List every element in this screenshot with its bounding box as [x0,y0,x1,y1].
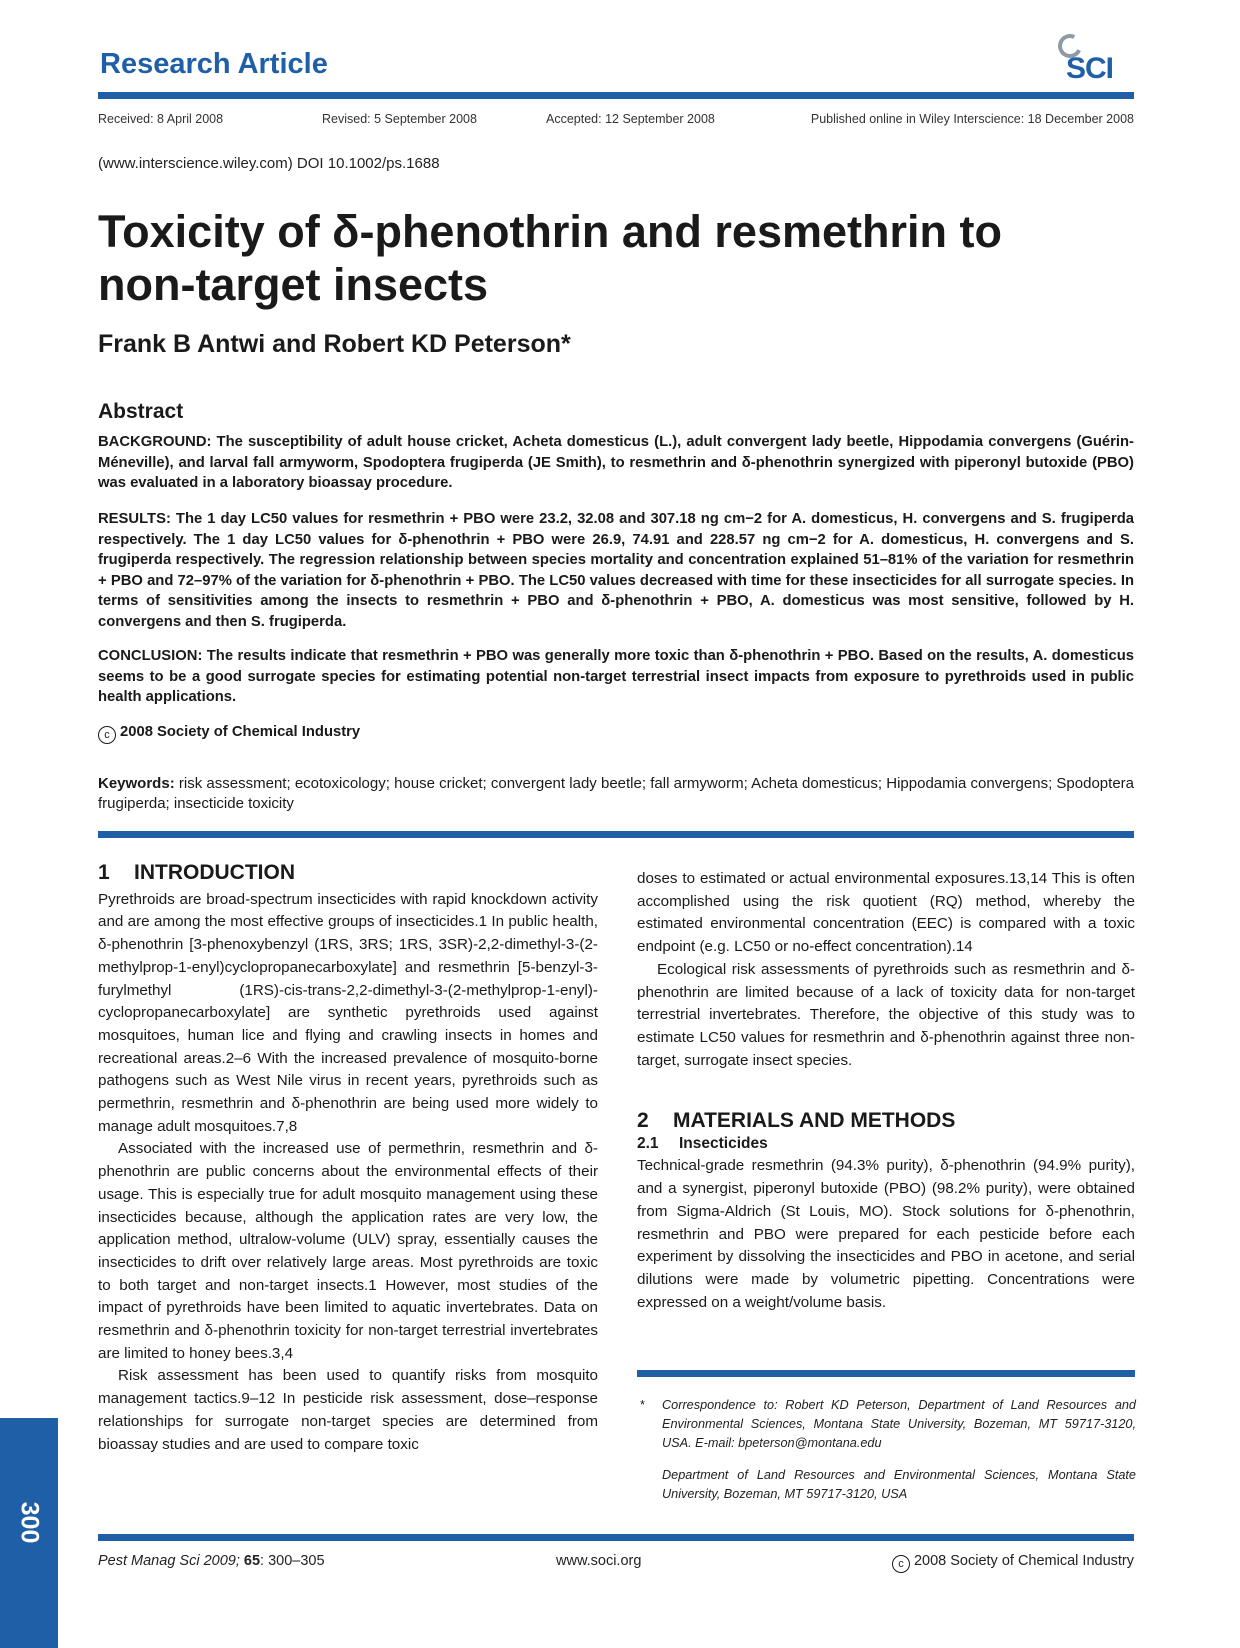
footer-copyright [892,1553,1134,1573]
copyright-icon: c [98,726,116,744]
published-date: Published online in Wiley Interscience: 18 December 2008 [810,112,1134,126]
doi: (www.interscience.wiley.com) DOI 10.1002/ps.1688 [98,155,440,172]
journal-pages: : 300–305 [260,1553,325,1569]
abstract-conclusion: CONCLUSION: The results indicate that resmethrin + PBO was generally more toxic than δ-phenothrin + PBO. Based on the results, A. domesticus seems to be a good surrogate species for estimating potential non-target terrestrial insect impacts from exposure to pyrethroids used in public health applications. [98,648,1134,705]
section-label: Research Article [100,48,328,80]
sci-logo [1052,28,1132,88]
copyright-icon: c [892,1555,910,1573]
intro-paragraph-3: Risk assessment has been used to quantify risks from mosquito management tactics.9–12 In pesticide risk assessment, dose–response relationships for surrogate non-target species are determined from bioassay studies and are used to compare toxic [98,1367,598,1453]
title-line-2: non-target insects [98,259,489,310]
intro-paragraph-5: Ecological risk assessments of pyrethroids such as resmethrin and δ-phenothrin are limited because of a lack of toxicity data for non-target terrestrial invertebrates. Therefore, the objective of this study was to estimate LC50 values for resmethrin and δ-phenothrin against three non-target, surrogate insect species. [637,960,1135,1069]
subsection-number: 2.1 [637,1134,659,1152]
intro-paragraph-4: doses to estimated or actual environmental exposures.13,14 This is often accomplished using the risk quotient (RQ) method, whereby the estimated environmental concentration (EEC) is compared with a toxic endpoint (e.g. LC50 or no-effect concentration).14 [637,870,1135,956]
subsection-heading-insecticides [637,1133,1135,1156]
abstract-copyright [98,724,360,744]
abstract-copyright-text: 2008 Society of Chemical Industry [120,724,361,740]
keywords-label: Keywords: [98,775,175,792]
right-column [637,868,1135,1072]
header-rule [98,92,1134,99]
journal-volume: 65 [243,1553,261,1569]
title-line-1: Toxicity of δ-phenothrin and resmethrin to [98,206,1002,257]
received-date: Received: 8 April 2008 [98,112,224,126]
section-number: 1 [98,861,110,884]
journal-citation [98,1553,325,1569]
authors: Frank B Antwi and Robert KD Peterson* [98,330,571,358]
intro-paragraph-1: Pyrethroids are broad-spectrum insecticides with rapid knockdown activity and are among the most effective groups of insecticides.1 In public health, δ-phenothrin [3-phenoxybenzyl (1RS, 3RS; 1RS, 3SR)-2,2-dimethyl-3-(2-methylprop-1-enyl)cyclopropanecarboxylate] and resmethrin [5-benzyl-3-furylmethyl (1RS)-cis-trans-2,2-dimethyl-3-(2-methylprop-1-enyl)-cyclopropanecarboxylate] are synthetic pyrethroids used against mosquitoes, human lice and flying and crawling insects in homes and recreational areas.2–6 With the increased prevalence of mosquito-borne pathogens such as West Nile virus in recent years, pyrethroids such as permethrin, resmethrin and δ-phenothrin are being used more widely to manage adult mosquitoes.7,8 [98,890,598,1135]
abstract-background: BACKGROUND: The susceptibility of adult house cricket, Acheta domesticus (L.), adult convergent lady beetle, Hippodamia convergens (Guérin-Méneville), and larval fall armyworm, Spodoptera frugiperda (JE Smith), to resmethrin and δ-phenothrin synergized with piperonyl butoxide (PBO) was evaluated in a laboratory bioassay procedure. [98,434,1134,491]
accepted-date: Accepted: 12 September 2008 [546,112,715,126]
footnote-affiliation: Department of Land Resources and Environmental Sciences, Montana State University, Bozeman, MT 59717-3120, USA [662,1468,1136,1501]
keywords [98,774,1134,814]
page-number: 300 [15,1501,44,1544]
abstract-results: RESULTS: The 1 day LC50 values for resmethrin + PBO were 23.2, 32.08 and 307.18 ng cm−2 for A. domesticus, H. convergens and S. frugiperda respectively. The 1 day LC50 values for δ-phenothrin + PBO were 26.9, 74.91 and 228.57 ng cm−2 for A. domesticus, H. convergens and S. frugiperda respectively. The regression relationship between species mortality and concentration explained 51–81% of the variation for resmethrin + PBO and 72–97% of the variation for δ-phenothrin + PBO. The LC50 values decreased with time for these insecticides for all surrogate species. In terms of sensitivities among the insects to resmethrin + PBO and δ-phenothrin + PBO, A. domesticus was most sensitive, followed by H. convergens and then S. frugiperda. [98,511,1134,630]
section-title: INTRODUCTION [134,861,295,884]
methods-section [637,1110,1135,1314]
footer-rule [98,1534,1134,1541]
page-number-tab [0,1418,58,1648]
journal-website: www.soci.org [556,1553,642,1569]
methods-paragraph-1: Technical-grade resmethrin (94.3% purity), δ-phenothrin (94.9% purity), and a synergist, piperonyl butoxide (PBO) (98.2% purity), were obtained from Sigma-Aldrich (St Louis, MO). Stock solutions for δ-phenothrin, resmethrin and PBO were prepared for each pesticide before each experiment by dissolving the insecticides and PBO in acetone, and serial dilutions were made by volumetric pipetting. Concentrations were expressed on a weight/volume basis. [637,1157,1135,1311]
left-column [98,862,598,1456]
abstract-heading: Abstract [98,400,184,423]
subsection-title: Insecticides [679,1134,768,1152]
journal-name: Pest Manag Sci 2009; [98,1553,240,1569]
footnote-marker: * [640,1398,645,1412]
revised-date: Revised: 5 September 2008 [322,112,477,126]
section-number: 2 [637,1109,649,1132]
article-title [98,205,1098,311]
keywords-text: risk assessment; ecotoxicology; house cricket; convergent lady beetle; fall armyworm; Acheta domesticus; Hippodamia convergens; Spodoptera frugiperda; insecticide toxicity [98,775,1134,812]
footer-copyright-text: 2008 Society of Chemical Industry [913,1553,1134,1569]
abstract-rule [98,831,1134,838]
footnote-correspondence: Correspondence to: Robert KD Peterson, Department of Land Resources and Environmental Sciences, Montana State University, Bozeman, MT 59717-3120, USA. E-mail: bpeterson@montana.edu [662,1398,1136,1450]
intro-paragraph-2: Associated with the increased use of permethrin, resmethrin and δ-phenothrin are public concerns about the environmental effects of their usage. This is especially true for adult mosquito management using these insecticides because, although the application rates are very low, the application method, ultralow-volume (ULV) spray, essentially causes the insecticides to drift over relatively large areas. Most pyrethroids are toxic to both target and non-target insects.1 However, most studies of the impact of pyrethroids have been limited to aquatic invertebrates. Data on resmethrin and δ-phenothrin toxicity for non-target terrestrial invertebrates are limited to honey bees.3,4 [98,1140,598,1362]
section-heading-introduction [98,862,598,885]
section-heading-methods [637,1110,1135,1133]
logo-text: SCI [1066,52,1114,85]
footnote-rule [637,1370,1135,1377]
section-title: MATERIALS AND METHODS [673,1109,956,1132]
